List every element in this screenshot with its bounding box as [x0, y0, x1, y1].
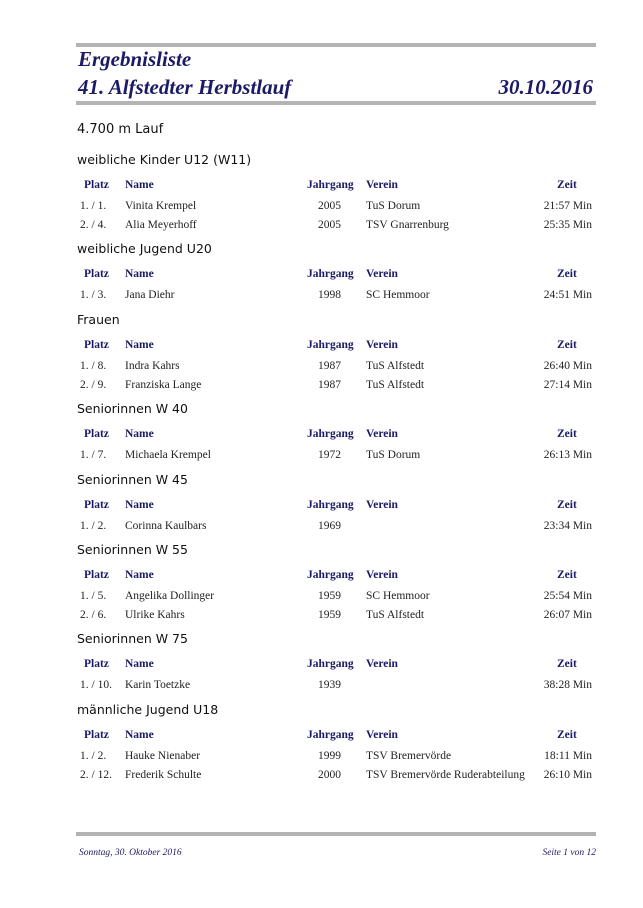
result-name: Jana Diehr: [125, 289, 175, 301]
column-header-platz: Platz: [84, 729, 109, 741]
result-platz: 1. / 5.: [80, 590, 107, 602]
category-title: Frauen: [77, 312, 120, 327]
column-header-zeit: Zeit: [557, 658, 577, 670]
result-name: Angelika Dollinger: [125, 590, 215, 602]
result-jahrgang: 1969: [318, 520, 341, 532]
result-jahrgang: 1999: [318, 750, 341, 762]
column-header-verein: Verein: [366, 268, 398, 280]
column-header-verein: Verein: [366, 179, 398, 191]
category-title: Seniorinnen W 55: [77, 542, 188, 557]
column-header-zeit: Zeit: [557, 569, 577, 581]
result-jahrgang: 2005: [318, 219, 341, 231]
column-header-name: Name: [125, 428, 154, 440]
column-header-name: Name: [125, 179, 154, 191]
result-name: Hauke Nienaber: [125, 750, 201, 762]
event-date: 30.10.2016: [498, 75, 593, 99]
result-verein: SC Hemmoor: [366, 289, 430, 301]
column-header-platz: Platz: [84, 499, 109, 511]
column-header-name: Name: [125, 339, 154, 351]
column-header-zeit: Zeit: [557, 179, 577, 191]
column-header-name: Name: [125, 729, 154, 741]
result-jahrgang: 1987: [318, 379, 341, 391]
footer-page-number: Seite 1 von 12: [542, 848, 596, 858]
result-platz: 2. / 9.: [80, 379, 107, 391]
result-jahrgang: 1987: [318, 360, 341, 372]
result-name: Indra Kahrs: [125, 360, 180, 372]
column-header-name: Name: [125, 569, 154, 581]
column-header-name: Name: [125, 499, 154, 511]
result-verein: SC Hemmoor: [366, 590, 430, 602]
result-platz: 1. / 8.: [80, 360, 107, 372]
result-platz: 1. / 7.: [80, 449, 107, 461]
result-zeit: 26:13 Min: [543, 449, 592, 461]
column-header-jahrgang: Jahrgang: [307, 268, 354, 280]
column-header-jahrgang: Jahrgang: [307, 179, 354, 191]
result-zeit: 24:51 Min: [543, 289, 592, 301]
result-zeit: 18:11 Min: [544, 750, 592, 762]
column-header-platz: Platz: [84, 268, 109, 280]
column-header-verein: Verein: [366, 499, 398, 511]
column-header-platz: Platz: [84, 179, 109, 191]
result-jahrgang: 1998: [318, 289, 341, 301]
result-platz: 2. / 6.: [80, 609, 107, 621]
column-header-platz: Platz: [84, 658, 109, 670]
result-name: Franziska Lange: [125, 379, 202, 391]
result-jahrgang: 1959: [318, 609, 341, 621]
result-verein: TuS Dorum: [366, 449, 421, 461]
result-jahrgang: 1939: [318, 679, 341, 691]
category-title: weibliche Kinder U12 (W11): [77, 152, 252, 167]
category-title: männliche Jugend U18: [77, 702, 219, 717]
result-verein: TuS Alfstedt: [366, 360, 425, 372]
event-title: 41. Alfstedter Herbstlauf: [78, 75, 292, 99]
result-verein: TuS Alfstedt: [366, 609, 425, 621]
column-header-jahrgang: Jahrgang: [307, 729, 354, 741]
result-zeit: 38:28 Min: [543, 679, 592, 691]
column-header-jahrgang: Jahrgang: [307, 499, 354, 511]
column-header-zeit: Zeit: [557, 499, 577, 511]
result-zeit: 27:14 Min: [543, 379, 592, 391]
column-header-zeit: Zeit: [557, 428, 577, 440]
result-platz: 1. / 3.: [80, 289, 107, 301]
result-jahrgang: 2000: [318, 769, 341, 781]
result-verein: TuS Alfstedt: [366, 379, 425, 391]
result-zeit: 26:10 Min: [543, 769, 592, 781]
column-header-name: Name: [125, 658, 154, 670]
category-title: Seniorinnen W 45: [77, 472, 188, 487]
result-name: Karin Toetzke: [125, 679, 191, 691]
header-bottom-rule: [76, 101, 596, 105]
result-zeit: 23:34 Min: [543, 520, 592, 532]
result-zeit: 26:07 Min: [543, 609, 592, 621]
column-header-zeit: Zeit: [557, 339, 577, 351]
result-name: Frederik Schulte: [125, 769, 202, 781]
footer-date: Sonntag, 30. Oktober 2016: [79, 848, 182, 858]
column-header-jahrgang: Jahrgang: [307, 428, 354, 440]
column-header-platz: Platz: [84, 339, 109, 351]
result-platz: 2. / 12.: [80, 769, 112, 781]
document-title: Ergebnisliste: [78, 47, 192, 71]
column-header-verein: Verein: [366, 428, 398, 440]
column-header-name: Name: [125, 268, 154, 280]
result-name: Vinita Krempel: [125, 200, 197, 212]
result-name: Michaela Krempel: [125, 449, 211, 461]
column-header-verein: Verein: [366, 569, 398, 581]
column-header-platz: Platz: [84, 428, 109, 440]
result-verein: TSV Bremervörde: [366, 750, 452, 762]
column-header-jahrgang: Jahrgang: [307, 658, 354, 670]
result-name: Corinna Kaulbars: [125, 520, 207, 532]
result-zeit: 25:35 Min: [543, 219, 592, 231]
column-header-zeit: Zeit: [557, 729, 577, 741]
result-name: Alia Meyerhoff: [125, 219, 197, 231]
result-platz: 1. / 1.: [80, 200, 107, 212]
result-zeit: 25:54 Min: [543, 590, 592, 602]
category-title: weibliche Jugend U20: [77, 241, 212, 256]
result-jahrgang: 1972: [318, 449, 341, 461]
result-zeit: 21:57 Min: [543, 200, 592, 212]
result-platz: 1. / 2.: [80, 520, 107, 532]
column-header-verein: Verein: [366, 339, 398, 351]
result-name: Ulrike Kahrs: [125, 609, 185, 621]
result-verein: TSV Bremervörde Ruderabteilung: [366, 769, 525, 781]
column-header-jahrgang: Jahrgang: [307, 339, 354, 351]
column-header-jahrgang: Jahrgang: [307, 569, 354, 581]
column-header-zeit: Zeit: [557, 268, 577, 280]
column-header-platz: Platz: [84, 569, 109, 581]
result-verein: TuS Dorum: [366, 200, 421, 212]
footer-rule: [76, 832, 596, 836]
result-platz: 1. / 10.: [80, 679, 112, 691]
race-distance: 4.700 m Lauf: [77, 122, 164, 137]
result-jahrgang: 1959: [318, 590, 341, 602]
result-verein: TSV Gnarrenburg: [366, 219, 449, 231]
result-platz: 2. / 4.: [80, 219, 107, 231]
result-jahrgang: 2005: [318, 200, 341, 212]
category-title: Seniorinnen W 75: [77, 631, 188, 646]
column-header-verein: Verein: [366, 729, 398, 741]
column-header-verein: Verein: [366, 658, 398, 670]
category-title: Seniorinnen W 40: [77, 401, 188, 416]
result-zeit: 26:40 Min: [543, 360, 592, 372]
result-platz: 1. / 2.: [80, 750, 107, 762]
